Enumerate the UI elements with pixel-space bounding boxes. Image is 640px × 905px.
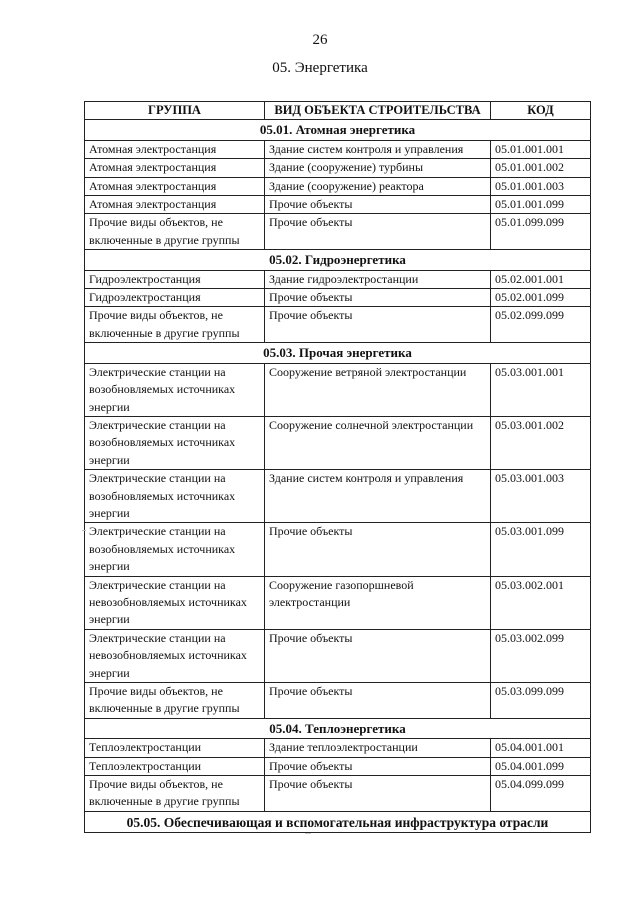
group-cell: Электрические станции на возобновляемых источниках энергии (85, 523, 265, 576)
table-row (85, 289, 591, 307)
group-cell: Прочие виды объектов, не включенные в другие группы (85, 307, 265, 343)
section-title: 05.02. Гидроэнергетика (85, 250, 591, 270)
code-cell: 05.03.001.099 (491, 523, 591, 576)
table-row (85, 576, 591, 629)
scan-mark (82, 530, 86, 531)
table-row (85, 270, 591, 288)
group-cell: Электрические станции на возобновляемых источниках энергии (85, 470, 265, 523)
section-title: 05.01. Атомная энергетика (85, 120, 591, 140)
code-cell: 05.02.001.099 (491, 289, 591, 307)
group-cell: Атомная электростанция (85, 140, 265, 158)
code-cell: 05.03.099.099 (491, 683, 591, 719)
object-type-cell: Прочие объекты (265, 776, 491, 812)
header-object-type: ВИД ОБЪЕКТА СТРОИТЕЛЬСТВА (265, 102, 491, 120)
object-type-cell: Прочие объекты (265, 196, 491, 214)
object-type-cell: Здание теплоэлектростанции (265, 739, 491, 757)
table-row (85, 683, 591, 719)
section-title: 05.05. Обеспечивающая и вспомогательная инфраструктура отрасли (85, 811, 591, 832)
table-row (85, 757, 591, 775)
section-title: 05.04. Теплоэнергетика (85, 718, 591, 738)
table-row (85, 196, 591, 214)
group-cell: Прочие виды объектов, не включенные в другие группы (85, 683, 265, 719)
group-cell: Атомная электростанция (85, 196, 265, 214)
section-header-row (85, 343, 591, 363)
group-cell: Гидроэлектростанция (85, 289, 265, 307)
scan-mark (305, 833, 311, 834)
object-type-cell: Прочие объекты (265, 307, 491, 343)
object-type-cell: Прочие объекты (265, 757, 491, 775)
code-cell: 05.01.001.003 (491, 177, 591, 195)
object-type-cell: Здание (сооружение) реактора (265, 177, 491, 195)
group-cell: Теплоэлектростанции (85, 757, 265, 775)
code-cell: 05.02.099.099 (491, 307, 591, 343)
object-type-cell: Прочие объекты (265, 289, 491, 307)
object-type-cell: Сооружение газопоршневой электростанции (265, 576, 491, 629)
table-row (85, 523, 591, 576)
table-row (85, 159, 591, 177)
table-row (85, 307, 591, 343)
object-type-cell: Здание (сооружение) турбины (265, 159, 491, 177)
object-type-cell: Прочие объекты (265, 683, 491, 719)
group-cell: Электрические станции на возобновляемых источниках энергии (85, 363, 265, 416)
object-type-cell: Прочие объекты (265, 629, 491, 682)
table-row (85, 214, 591, 250)
table-header-row (85, 102, 591, 120)
code-cell: 05.01.001.002 (491, 159, 591, 177)
object-type-cell: Прочие объекты (265, 214, 491, 250)
section-header-row (85, 811, 591, 832)
header-code: КОД (491, 102, 591, 120)
code-cell: 05.03.001.001 (491, 363, 591, 416)
code-cell: 05.04.001.099 (491, 757, 591, 775)
group-cell: Прочие виды объектов, не включенные в другие группы (85, 776, 265, 812)
code-cell: 05.01.099.099 (491, 214, 591, 250)
object-type-cell: Сооружение солнечной электростанции (265, 416, 491, 469)
group-cell: Прочие виды объектов, не включенные в другие группы (85, 214, 265, 250)
object-type-cell: Здание систем контроля и управления (265, 140, 491, 158)
page-number: 26 (312, 32, 328, 48)
section-header-row (85, 250, 591, 270)
object-type-cell: Сооружение ветряной электростанции (265, 363, 491, 416)
object-type-cell: Прочие объекты (265, 523, 491, 576)
table-row (85, 363, 591, 416)
table-row (85, 470, 591, 523)
group-cell: Атомная электростанция (85, 177, 265, 195)
code-cell: 05.04.099.099 (491, 776, 591, 812)
code-cell: 05.02.001.001 (491, 270, 591, 288)
table-row (85, 140, 591, 158)
section-title: 05.03. Прочая энергетика (85, 343, 591, 363)
object-type-cell: Здание гидроэлектростанции (265, 270, 491, 288)
group-cell: Электрические станции на невозобновляемых источниках энергии (85, 576, 265, 629)
group-cell: Электрические станции на возобновляемых источниках энергии (85, 416, 265, 469)
header-group: ГРУППА (85, 102, 265, 120)
group-cell: Электрические станции на невозобновляемых источниках энергии (85, 629, 265, 682)
table-row (85, 177, 591, 195)
object-type-cell: Здание систем контроля и управления (265, 470, 491, 523)
section-header-row (85, 120, 591, 140)
code-cell: 05.01.001.001 (491, 140, 591, 158)
table-row (85, 739, 591, 757)
code-cell: 05.04.001.001 (491, 739, 591, 757)
table-body (85, 120, 591, 833)
classification-table (84, 101, 591, 833)
page-title: 05. Энергетика (272, 60, 368, 76)
code-cell: 05.03.001.003 (491, 470, 591, 523)
code-cell: 05.03.002.099 (491, 629, 591, 682)
section-header-row (85, 718, 591, 738)
table-row (85, 776, 591, 812)
code-cell: 05.01.001.099 (491, 196, 591, 214)
code-cell: 05.03.001.002 (491, 416, 591, 469)
group-cell: Гидроэлектростанция (85, 270, 265, 288)
table-row (85, 629, 591, 682)
group-cell: Теплоэлектростанции (85, 739, 265, 757)
table-row (85, 416, 591, 469)
code-cell: 05.03.002.001 (491, 576, 591, 629)
group-cell: Атомная электростанция (85, 159, 265, 177)
